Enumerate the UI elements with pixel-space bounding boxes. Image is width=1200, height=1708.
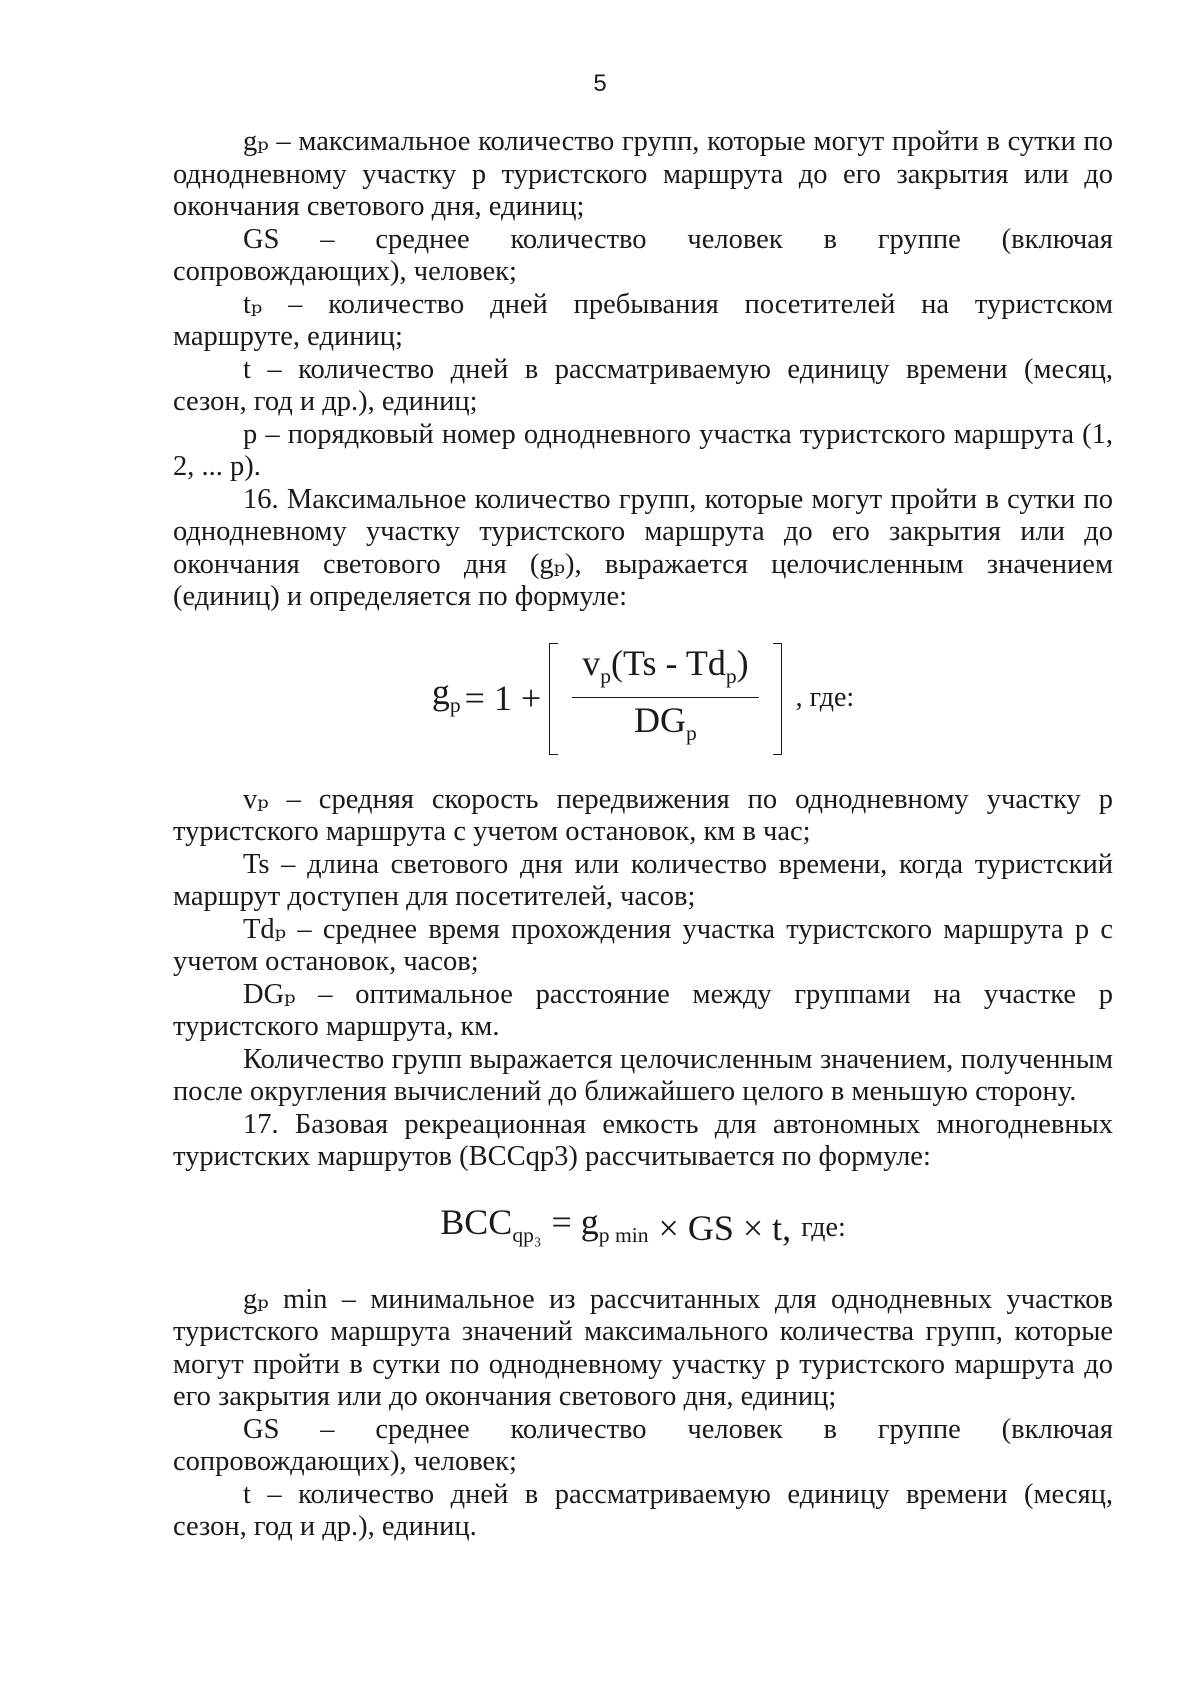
formula-denominator: $DG_p$ bbox=[634, 700, 697, 746]
paragraph: GS – среднее количество человек в группе (включая сопровождающих), человек; bbox=[173, 1413, 1113, 1477]
paragraph: GS – среднее количество человек в группе (включая сопровождающих), человек; bbox=[173, 223, 1113, 287]
paragraph: Tdₚ – среднее время прохождения участка туристского маршрута p с учетом остановок, часов; bbox=[173, 913, 1113, 977]
paragraph: 16. Максимальное количество групп, которые могут пройти в сутки по однодневному участку туристского маршрута до его закрытия или до окончания светового дня (gₚ), выражается целочисленным значением (единиц) и определяется по формуле: bbox=[173, 483, 1113, 612]
formula-fraction bbox=[572, 643, 758, 750]
floor-bracket bbox=[549, 643, 781, 755]
document-body bbox=[173, 126, 1113, 1544]
paragraph: Количество групп выражается целочисленным значением, полученным после округления вычислений до ближайшего целого в меньшую сторону. bbox=[173, 1043, 1113, 1107]
paragraph: gₚ – максимальное количество групп, которые могут пройти в сутки по однодневному участку p туристского маршрута до его закрытия или до окончания светового дня, единиц; bbox=[173, 126, 1113, 222]
paragraph: p – порядковый номер однодневного участка туристского маршрута (1, 2, ... p). bbox=[173, 418, 1113, 482]
paragraph: tₚ – количество дней пребывания посетителей на туристском маршруте, единиц; bbox=[173, 288, 1113, 352]
paragraph: gₚ min – минимальное из рассчитанных для однодневных участков туристского маршрута значений максимального количества групп, которые могут пройти в сутки по однодневному участку p туристского маршрута до его закрытия или до окончания светового дня, единиц; bbox=[173, 1283, 1113, 1412]
formula-gp bbox=[173, 614, 1113, 784]
formula2-lhs: $BCC_{qp_3}$ bbox=[440, 1201, 542, 1247]
formula-eq-one: = 1 + bbox=[464, 678, 542, 719]
formula2-rest: × GS × t, bbox=[658, 1208, 792, 1249]
paragraph: Ts – длина светового дня или количество времени, когда туристский маршрут доступен для посетителей, часов; bbox=[173, 848, 1113, 912]
formula-where: , где: bbox=[795, 682, 855, 714]
page-number: 5 bbox=[593, 70, 607, 97]
paragraph: t – количество дней в рассматриваемую единицу времени (месяц, сезон, год и др.), единиц; bbox=[173, 353, 1113, 417]
formula2-where: где: bbox=[801, 1212, 846, 1244]
formula-bcc bbox=[173, 1174, 1113, 1284]
paragraph: DGₚ – оптимальное расстояние между группами на участке p туристского маршрута, км. bbox=[173, 978, 1113, 1042]
paragraph: 17. Базовая рекреационная емкость для автономных многодневных туристских маршрутов (BCCqp3) рассчитывается по формуле: bbox=[173, 1108, 1113, 1172]
formula-lhs: $g_p$ bbox=[431, 671, 461, 717]
paragraph: vₚ – средняя скорость передвижения по однодневному участку p туристского маршрута с учетом остановок, км в час; bbox=[173, 783, 1113, 847]
formula2-eq: = $g_{p min}$ bbox=[551, 1201, 649, 1247]
paragraph: t – количество дней в рассматриваемую единицу времени (месяц, сезон, год и др.), единиц. bbox=[173, 1478, 1113, 1542]
formula-numerator: $v_p(Ts - Td_p)$ bbox=[582, 643, 749, 689]
